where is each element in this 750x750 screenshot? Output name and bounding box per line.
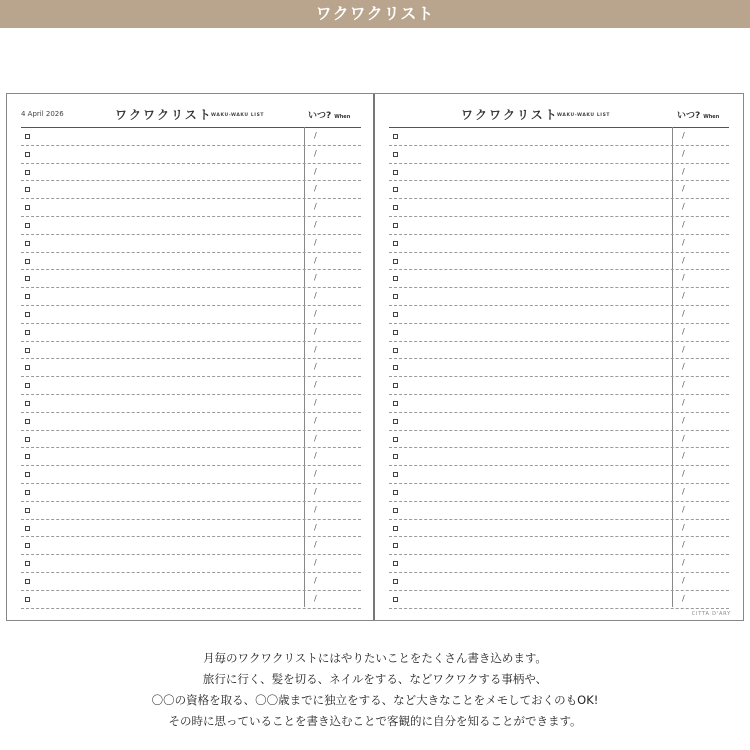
checklist-row[interactable] [389,466,729,484]
when-date-slash: / [314,273,317,283]
when-sub-label: When [334,114,351,120]
when-date-slash: / [682,131,685,140]
checklist-row[interactable] [21,377,361,395]
when-date-slash: / [682,255,685,265]
checklist-row[interactable] [21,181,361,199]
checkbox[interactable] [393,490,398,495]
when-date-slash: / [682,540,685,550]
when-sub-label: When [703,114,720,120]
checklist-row[interactable] [389,448,729,466]
checklist-row[interactable] [21,270,361,288]
when-date-slash: / [314,558,317,568]
when-date-slash: / [314,362,317,372]
when-date-slash: / [682,219,685,229]
checkbox[interactable] [393,543,398,548]
when-date-slash: / [314,344,317,354]
page-title: ワクワクリスト [461,108,559,122]
checklist-row[interactable] [389,181,729,199]
checklist-row[interactable] [21,199,361,217]
checklist-row[interactable] [21,591,361,609]
checkbox[interactable] [25,312,30,317]
checkbox[interactable] [25,454,30,459]
checklist-row[interactable] [389,395,729,413]
description-line-2: 旅行に行く、髪を切る、ネイルをする、などワクワクする事柄や、 [202,672,548,686]
checkbox[interactable] [393,205,398,210]
when-date-slash: / [682,433,685,443]
checkbox[interactable] [25,383,30,388]
when-date-slash: / [314,380,317,390]
checkbox[interactable] [25,348,30,353]
checkbox[interactable] [393,401,398,406]
checkbox[interactable] [25,579,30,584]
when-date-slash: / [314,219,317,229]
when-date-slash: / [314,202,317,212]
checklist-row[interactable] [389,342,729,360]
when-date-slash: / [682,362,685,372]
when-date-slash: / [314,522,317,532]
when-date-slash: / [314,184,317,194]
checklist-row[interactable] [389,146,729,164]
when-date-slash: / [314,486,317,496]
description-line-4: その時に思っていることを書き込むことで客観的に自分を知ることができます。 [168,714,582,728]
checklist-row[interactable] [21,395,361,413]
checklist-row[interactable] [389,573,729,591]
checkbox[interactable] [393,419,398,424]
checkbox[interactable] [25,597,30,602]
checklist [21,128,361,609]
checkbox[interactable] [25,205,30,210]
when-date-slash: / [682,380,685,390]
checkbox[interactable] [25,419,30,424]
checkbox[interactable] [393,597,398,602]
checkbox[interactable] [25,276,30,281]
checkbox[interactable] [393,223,398,228]
left-page [7,94,373,620]
checklist [389,128,729,609]
when-date-slash: / [314,166,317,176]
page-date: 4 April 2026 [21,110,64,118]
checkbox[interactable] [393,170,398,175]
checkbox[interactable] [393,330,398,335]
checkbox[interactable] [25,294,30,299]
page-subtitle: WAKU-WAKU LIST [557,113,611,118]
when-date-slash: / [682,237,685,247]
when-date-slash: / [314,326,317,336]
checklist-row[interactable] [389,502,729,520]
checkbox[interactable] [25,187,30,192]
when-date-slash: / [314,308,317,318]
when-date-slash: / [682,486,685,496]
checklist-row[interactable] [21,235,361,253]
when-date-slash: / [314,469,317,479]
checklist-row[interactable] [389,537,729,555]
when-date-slash: / [314,593,317,603]
when-date-slash: / [314,433,317,443]
checklist-row[interactable] [389,431,729,449]
checkbox[interactable] [393,437,398,442]
checkbox[interactable] [25,401,30,406]
checkbox[interactable] [393,294,398,299]
checkbox[interactable] [393,561,398,566]
checkbox[interactable] [25,152,30,157]
checklist-row[interactable] [21,146,361,164]
checkbox[interactable] [25,490,30,495]
checklist-row[interactable] [389,520,729,538]
checklist-row[interactable] [21,128,361,146]
checklist-row[interactable] [21,484,361,502]
checkbox[interactable] [393,454,398,459]
checkbox[interactable] [25,134,30,139]
checklist-row[interactable] [21,359,361,377]
when-label: いつ? [308,111,332,121]
checklist-row[interactable] [389,128,729,146]
checkbox[interactable] [25,223,30,228]
checklist-row[interactable] [21,573,361,591]
checklist-row[interactable] [21,448,361,466]
when-column-header [677,108,719,121]
checkbox[interactable] [25,543,30,548]
checkbox[interactable] [25,241,30,246]
checkbox[interactable] [25,526,30,531]
when-date-slash: / [682,575,685,585]
checkbox[interactable] [25,508,30,513]
checkbox[interactable] [393,348,398,353]
when-column-header [308,108,350,121]
when-date-slash: / [682,308,685,318]
checkbox[interactable] [393,134,398,139]
checklist-row[interactable] [21,466,361,484]
when-date-slash: / [682,593,685,603]
checklist-row[interactable] [389,324,729,342]
checkbox[interactable] [393,579,398,584]
checklist-row[interactable] [389,164,729,182]
checklist-row[interactable] [389,484,729,502]
checkbox[interactable] [25,472,30,477]
page-subtitle: WAKU-WAKU LIST [211,113,265,118]
checkbox[interactable] [393,526,398,531]
when-date-slash: / [682,522,685,532]
checkbox[interactable] [393,259,398,264]
checklist-row[interactable] [21,342,361,360]
checkbox[interactable] [393,276,398,281]
checklist-row[interactable] [21,431,361,449]
checkbox[interactable] [25,365,30,370]
when-date-slash: / [314,415,317,425]
description-line-1: 月毎のワクワクリストにはやりたいことをたくさん書き込めます。 [203,651,547,665]
checklist-row[interactable] [21,324,361,342]
when-date-slash: / [682,469,685,479]
checklist-row[interactable] [21,306,361,324]
checklist-row[interactable] [389,270,729,288]
when-date-slash: / [682,415,685,425]
checklist-row[interactable] [21,413,361,431]
checkbox[interactable] [393,508,398,513]
when-date-slash: / [314,131,317,140]
checklist-row[interactable] [21,164,361,182]
checklist-row[interactable] [389,288,729,306]
checklist-row[interactable] [389,555,729,573]
when-date-slash: / [314,575,317,585]
checkbox[interactable] [25,561,30,566]
checkbox[interactable] [25,330,30,335]
when-date-slash: / [314,451,317,461]
checklist-row[interactable] [21,520,361,538]
checklist-row[interactable] [389,217,729,235]
checklist-row[interactable] [389,359,729,377]
checkbox[interactable] [393,187,398,192]
brand-mark: CITTA D'ARY [691,611,731,617]
checkbox[interactable] [393,472,398,477]
when-date-slash: / [682,504,685,514]
when-date-slash: / [682,451,685,461]
checklist-row[interactable] [389,235,729,253]
checklist-row[interactable] [389,377,729,395]
when-date-slash: / [314,291,317,301]
notebook-spread [6,93,744,621]
when-date-slash: / [682,326,685,336]
when-date-slash: / [682,291,685,301]
checkbox[interactable] [25,437,30,442]
when-label: いつ? [677,111,701,121]
when-date-slash: / [314,237,317,247]
checklist-row[interactable] [389,413,729,431]
checkbox[interactable] [393,383,398,388]
when-date-slash: / [314,397,317,407]
when-date-slash: / [682,397,685,407]
banner-title: ワクワクリスト [0,0,750,28]
checklist-row[interactable] [389,306,729,324]
when-date-slash: / [682,273,685,283]
when-date-slash: / [682,344,685,354]
checkbox[interactable] [393,241,398,246]
checklist-row[interactable] [389,199,729,217]
when-date-slash: / [682,202,685,212]
checklist-row[interactable] [21,217,361,235]
when-date-slash: / [314,148,317,158]
description-line-3: 〇〇の資格を取る、〇〇歳までに独立をする、など大きなことをメモしておくのもOK! [151,693,599,707]
checklist-row[interactable] [21,502,361,520]
checkbox[interactable] [393,312,398,317]
checklist-row[interactable] [21,288,361,306]
checklist-row[interactable] [389,591,729,609]
when-date-slash: / [682,166,685,176]
right-page [375,94,743,620]
when-date-slash: / [314,504,317,514]
checklist-row[interactable] [21,537,361,555]
checklist-row[interactable] [21,555,361,573]
page-title: ワクワクリスト [115,108,213,122]
checkbox[interactable] [393,365,398,370]
when-date-slash: / [682,558,685,568]
checkbox[interactable] [25,259,30,264]
checklist-row[interactable] [21,253,361,271]
when-date-slash: / [682,184,685,194]
checkbox[interactable] [393,152,398,157]
checklist-row[interactable] [389,253,729,271]
when-date-slash: / [314,255,317,265]
when-date-slash: / [314,540,317,550]
checkbox[interactable] [25,170,30,175]
when-date-slash: / [682,148,685,158]
